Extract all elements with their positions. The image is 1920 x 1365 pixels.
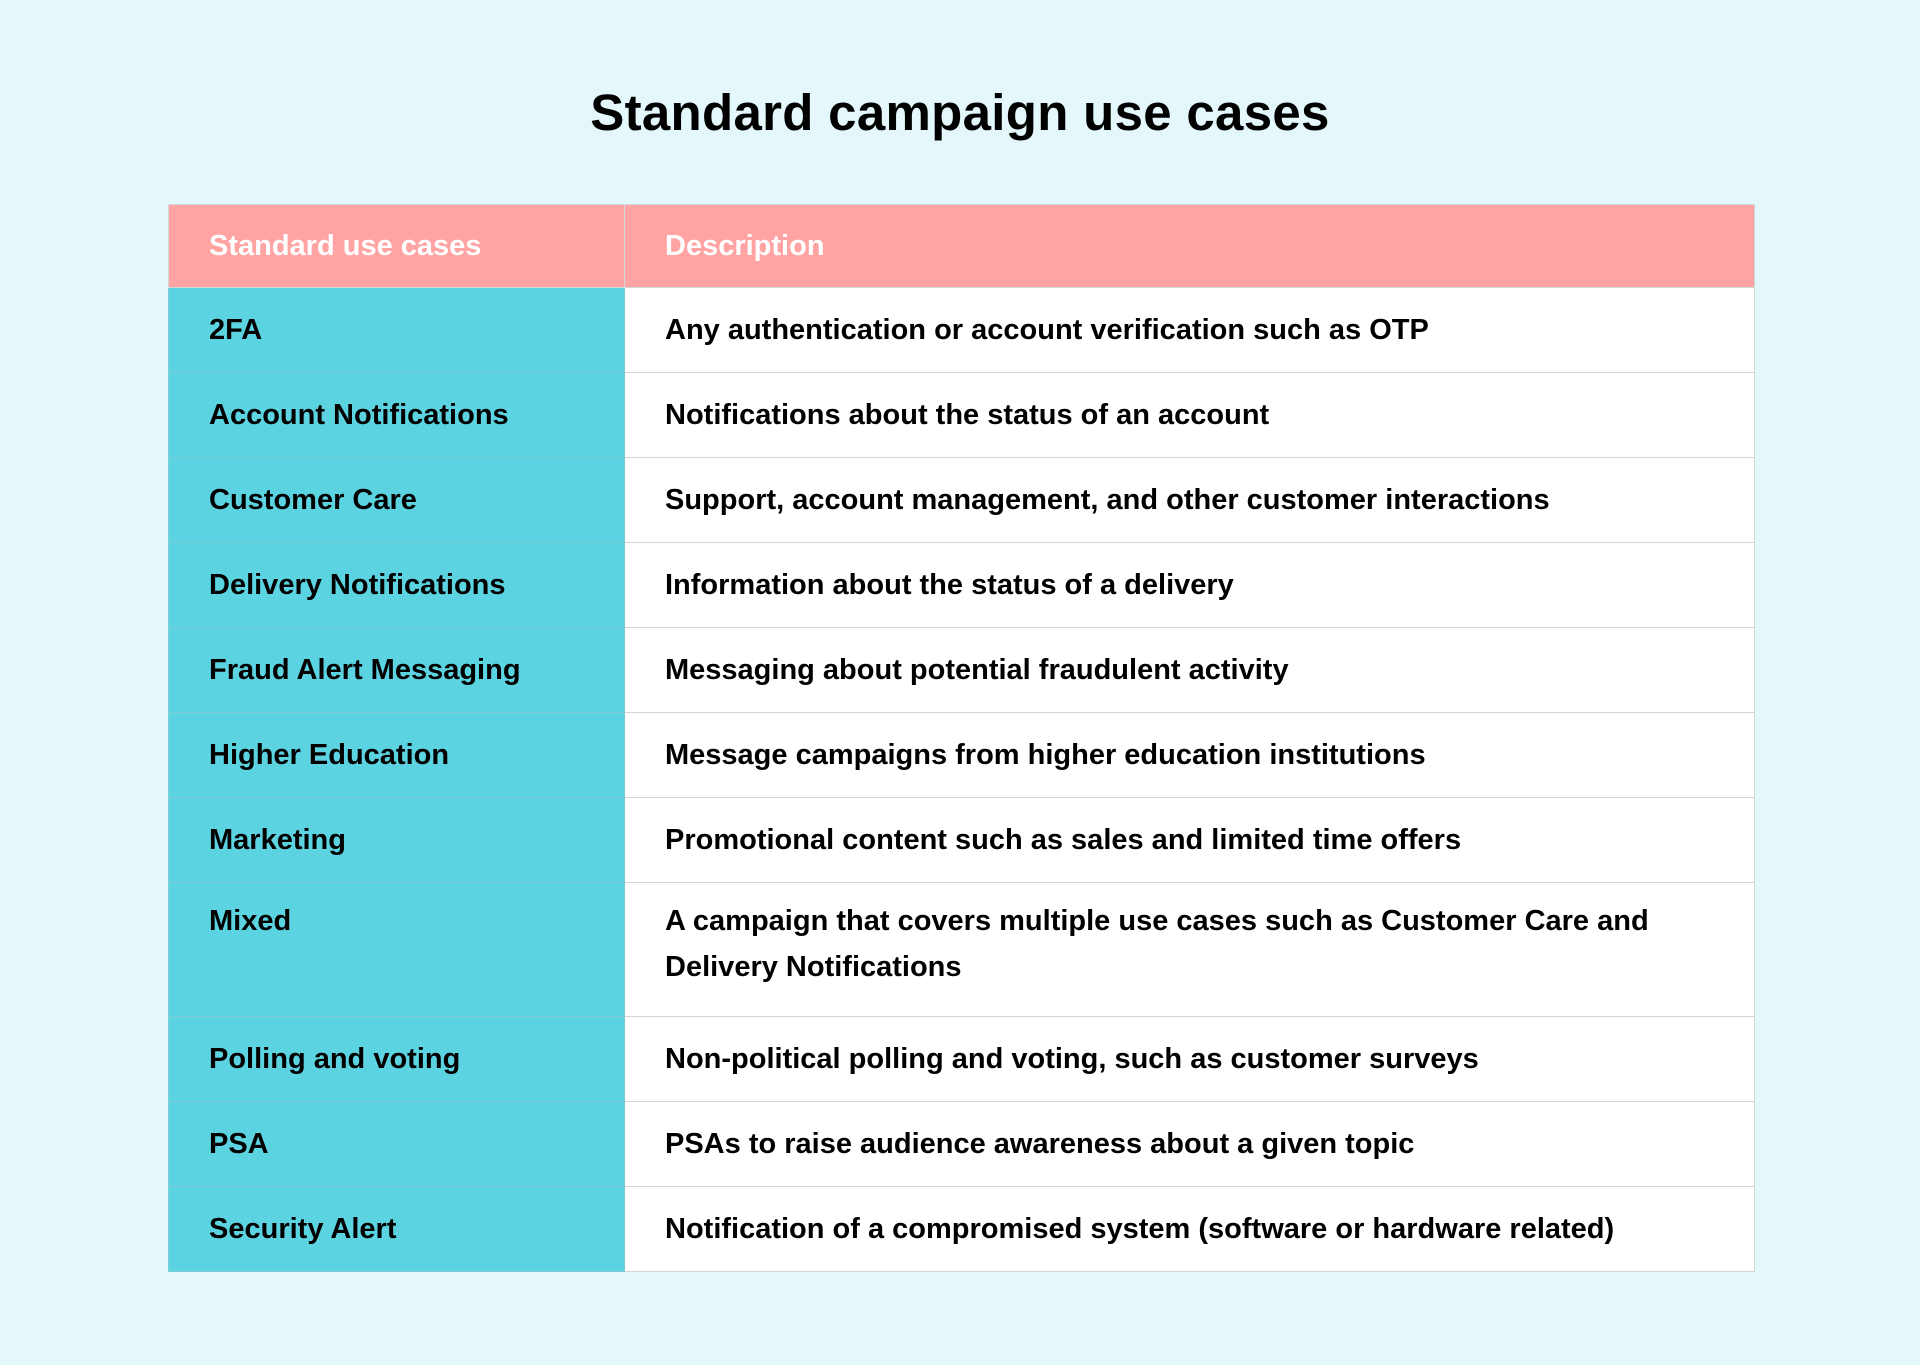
use-case-cell: Customer Care (169, 458, 625, 543)
use-case-cell: Security Alert (169, 1187, 625, 1272)
description-cell: Any authentication or account verification such as OTP (625, 288, 1755, 373)
description-cell: Information about the status of a delivery (625, 543, 1755, 628)
page-title: Standard campaign use cases (590, 84, 1330, 141)
use-case-cell: Fraud Alert Messaging (169, 628, 625, 713)
table-row (169, 1017, 1755, 1102)
table-row (169, 883, 1755, 1017)
use-case-cell: Marketing (169, 798, 625, 883)
use-case-cell: PSA (169, 1102, 625, 1187)
use-case-cell: Account Notifications (169, 373, 625, 458)
column-header-use-case: Standard use cases (169, 205, 625, 288)
use-case-table (168, 204, 1755, 1272)
column-header-description: Description (625, 205, 1755, 288)
description-cell: Non-political polling and voting, such as customer surveys (625, 1017, 1755, 1102)
table-row (169, 713, 1755, 798)
description-cell: Notification of a compromised system (software or hardware related) (625, 1187, 1755, 1272)
description-cell: PSAs to raise audience awareness about a given topic (625, 1102, 1755, 1187)
table-header-row (169, 205, 1755, 288)
description-cell: Support, account management, and other customer interactions (625, 458, 1755, 543)
table-row (169, 288, 1755, 373)
table-row (169, 1187, 1755, 1272)
table-row (169, 458, 1755, 543)
use-case-cell: 2FA (169, 288, 625, 373)
description-cell: A campaign that covers multiple use cases such as Customer Care and Delivery Notifications (625, 883, 1755, 1017)
description-cell: Promotional content such as sales and limited time offers (625, 798, 1755, 883)
description-cell: Messaging about potential fraudulent activity (625, 628, 1755, 713)
description-cell: Message campaigns from higher education institutions (625, 713, 1755, 798)
table-row (169, 373, 1755, 458)
table-row (169, 1102, 1755, 1187)
use-case-cell: Higher Education (169, 713, 625, 798)
table-row (169, 798, 1755, 883)
table-row (169, 543, 1755, 628)
use-case-cell: Mixed (169, 883, 625, 1017)
use-case-cell: Delivery Notifications (169, 543, 625, 628)
table-row (169, 628, 1755, 713)
use-case-cell: Polling and voting (169, 1017, 625, 1102)
description-cell: Notifications about the status of an account (625, 373, 1755, 458)
